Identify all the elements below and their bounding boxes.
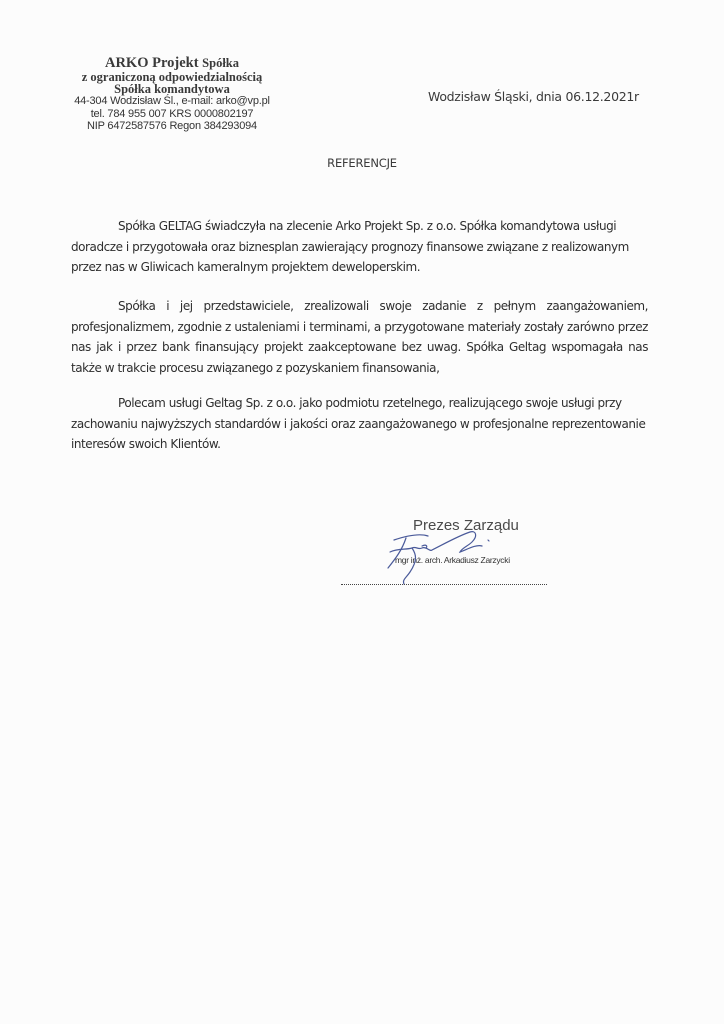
signer-name: mgr inż. arch. Arkadiusz Zarzycki — [395, 555, 510, 565]
stamp-legal-form: z ograniczoną odpowiedzialnością — [81, 70, 263, 84]
paragraph-2 — [71, 296, 648, 378]
stamp-company-type: Spółka komandytowa — [114, 82, 230, 96]
signature-strokes — [388, 532, 489, 584]
stamp-company-name — [52, 56, 292, 71]
paragraph-text: Polecam usługi Geltag Sp. z o.o. jako podmiotu rzetelnego, realizującego swoje usługi przy zachowaniu najwyższych standardów i jakości oraz zaangażowanego w profesjonalne reprezentowanie interesów swoich Klientów. — [71, 396, 646, 451]
handwritten-signature — [382, 528, 532, 588]
paragraph-text: Spółka i jej przedstawiciele, zrealizowali swoje zadanie z pełnym zaangażowaniem, profesjonalizmem, zgodnie z ustaleniami i terminami, a przygotowane materiały zostały zarówno przez nas jak i przez bank finansujący projekt zaakceptowane bez uwag. Spółka Geltag wspomagała nas także w trakcie procesu związanego z pozyskaniem finansowania, — [71, 299, 648, 375]
stamp-phone-krs: tel. 784 955 007 KRS 0000802197 — [90, 107, 254, 120]
signer-role: Prezes Zarządu — [413, 517, 519, 534]
paragraph-1 — [71, 216, 648, 278]
stamp-nip-regon: NIP 6472587576 Regon 384293094 — [87, 120, 257, 132]
stamp-address: 44-304 Wodzisław Śl., e-mail: arko@vp.pl — [74, 95, 270, 107]
stamp-company-name-suffix: Spółka — [202, 56, 240, 70]
document-title: REFERENCJE — [327, 156, 397, 170]
company-stamp — [52, 56, 292, 133]
signature-line — [341, 584, 547, 585]
stamp-company-name-main: ARKO Projekt — [104, 55, 199, 71]
place-and-date: Wodzisław Śląski, dnia 06.12.2021r — [428, 89, 639, 104]
paragraph-text: Spółka GELTAG świadczyła na zlecenie Arko Projekt Sp. z o.o. Spółka komandytowa usługi doradcze i przygotowała oraz biznesplan zawierający prognozy finansowe związane z realizowanym przez nas w Gliwicach kameralnym projektem deweloperskim. — [71, 219, 629, 274]
paragraph-3 — [71, 393, 648, 455]
